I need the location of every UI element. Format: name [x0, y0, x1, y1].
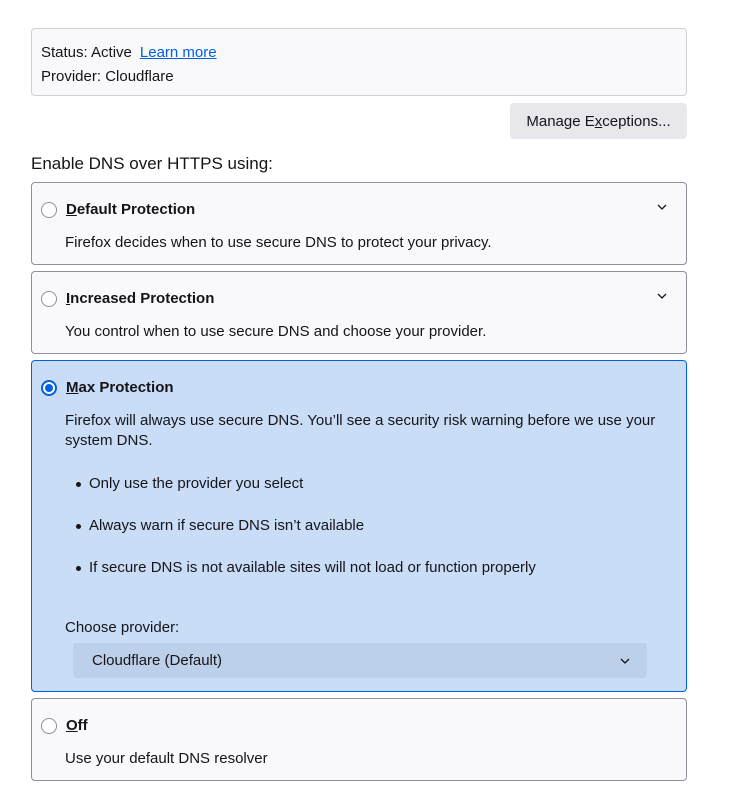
list-item: Always warn if secure DNS isn’t available [76, 517, 536, 559]
option-description: Firefox decides when to use secure DNS to protect your privacy. [65, 234, 492, 251]
option-title: Default Protection [66, 201, 196, 218]
chevron-down-icon [619, 655, 631, 667]
manage-exceptions-button[interactable] [510, 103, 687, 139]
list-item: Only use the provider you select [76, 475, 536, 517]
dns-status-box [31, 28, 687, 96]
provider-text: Provider: Cloudflare [41, 68, 174, 85]
choose-provider-label: Choose provider: [65, 619, 180, 636]
radio-max-protection[interactable] [41, 380, 57, 396]
radio-default-protection[interactable] [41, 202, 57, 218]
option-description: Use your default DNS resolver [65, 750, 268, 767]
provider-select[interactable] [73, 643, 647, 678]
status-text: Status: Active [41, 44, 132, 61]
max-protection-bullets [76, 475, 536, 601]
manage-exceptions-label: Manage Exceptions... [526, 112, 671, 130]
option-max-protection[interactable] [31, 360, 687, 692]
option-description: You control when to use secure DNS and choose your provider. [65, 323, 487, 340]
option-title: Max Protection [66, 379, 174, 396]
option-default-protection[interactable] [31, 182, 687, 265]
learn-more-link[interactable]: Learn more [139, 44, 217, 61]
option-title: Increased Protection [66, 290, 215, 307]
list-item: If secure DNS is not available sites will not load or function properly [76, 559, 536, 601]
chevron-down-icon[interactable] [656, 290, 668, 302]
option-description: Firefox will always use secure DNS. You’ll see a security risk warning before we use your system DNS. [65, 412, 656, 449]
option-increased-protection[interactable] [31, 271, 687, 354]
radio-off[interactable] [41, 718, 57, 734]
option-title: Off [66, 717, 88, 734]
option-off[interactable] [31, 698, 687, 781]
chevron-down-icon[interactable] [656, 201, 668, 213]
radio-increased-protection[interactable] [41, 291, 57, 307]
section-heading: Enable DNS over HTTPS using: [31, 154, 273, 173]
provider-select-value: Cloudflare (Default) [92, 652, 223, 669]
status-line [41, 41, 677, 65]
